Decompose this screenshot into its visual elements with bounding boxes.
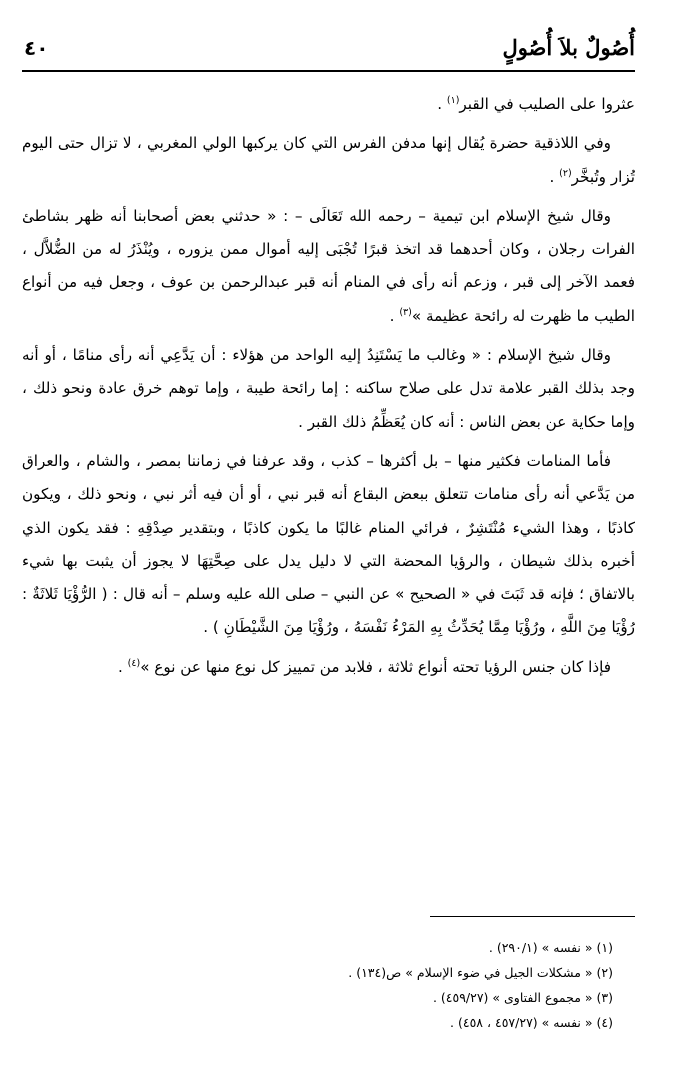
footnote-ref: (١) <box>446 94 460 106</box>
footnote-separator <box>430 916 635 917</box>
header-rule <box>22 70 635 72</box>
body-text <box>22 88 635 898</box>
footnotes <box>22 935 635 1035</box>
footnote: (٢) « مشكلات الجيل في ضوء الإسلام » ص(١٣٤) . <box>348 965 613 980</box>
footnote-ref: (٤) <box>127 657 141 669</box>
paragraph-tail: . <box>549 167 560 186</box>
paragraph-text: وقال شيخ الإسلام : « وغالب ما يَسْتَنِدُ إليه الواحد من هؤلاء : أن يَدَّعِي أنه رأى منامًا ، أو أنه وجد بذلك القبر علامة تدل على صلاح ساكنه : إما رائحة طيبة ، وإما توهم خرق عادة ونحو ذلك ، وإما حكاية عن بعض الناس : أنه كان يُعَظِّمُ ذلك القبر . <box>22 346 635 431</box>
paragraph <box>22 339 635 439</box>
footnote: (٣) « مجموع الفتاوى » (٤٥٩/٢٧) . <box>432 990 613 1005</box>
paragraph <box>22 200 635 333</box>
paragraph <box>22 127 635 194</box>
footnote-ref: (٣) <box>399 306 412 318</box>
page-number: ٤٠ <box>24 36 49 60</box>
paragraph-tail: . <box>389 306 400 325</box>
paragraph-tail: . <box>117 657 128 676</box>
footnote-ref: (٢) <box>559 167 572 179</box>
paragraph-text: وفي اللاذقية حضرة يُقال إنها مدفن الفرس التي كان يركبها الولي المغربي ، لا تزال حتى اليوم تُزار وتُبخَّر <box>22 134 635 186</box>
paragraph <box>22 88 635 121</box>
paragraph <box>22 445 635 645</box>
paragraph-text: فإذا كان جنس الرؤيا تحته أنواع ثلاثة ، فلابد من تمييز كل نوع منها عن نوع » <box>140 657 611 676</box>
paragraph-text: عثروا على الصليب في القبر <box>459 95 635 113</box>
footnote: (٤) « نفسه » (٤٥٧/٢٧ ، ٤٥٨) . <box>450 1015 613 1030</box>
running-title: أُصُولٌ بلاَ أُصُولٍ <box>502 35 635 60</box>
paragraph <box>22 651 635 684</box>
page-header <box>22 34 635 74</box>
footnote: (١) « نفسه » (٢٩٠/١) . <box>488 940 613 955</box>
paragraph-tail: . <box>437 95 447 113</box>
paragraph-text: وقال شيخ الإسلام ابن تيمية – رحمه الله تَعَالَى – : « حدثني بعض أصحابنا أنه ظهر بشاطئ الفرات رجلان ، وكان أحدهما قد اتخذ قبرًا تُجْبَى إليه أموال ممن يزوره ، ويُنْذَرُ له من الضُّلاَّل ، فعمد الآخر إلى قبر ، وزعم أنه رأى في المنام أنه قبر عبدالرحمن بن عوف ، وجعل فيه من أنواع الطيب ما ظهرت له رائحة عظيمة » <box>22 206 635 325</box>
paragraph-text: فأما المنامات فكثير منها – بل أكثرها – كذب ، وقد عرفنا في زماننا بمصر ، والشام ، والعراق من يَدَّعي أنه رأى منامات تتعلق ببعض البقاع أنه قبر نبي ، أو أن فيه أثر نبي ، ونحو ذلك ، ويكون كاذبًا ، وهذا الشيء مُنْتَشِرٌ ، فرائي المنام غالبًا ما يكون كاذبًا ، وبتقدير صِدْقِهِ : فقد يكون الذي أخبره بذلك شيطان ، والرؤيا المحضة التي لا دليل يدل على صِحَّتِهَا لا يجوز أن يثبت بها شيء بالاتفاق ؛ فإنه قد ثَبَتَ في « الصحيح » عن النبي – صلى الله عليه وسلم – أنه قال : ( الرُّؤْيَا ثَلاثَةٌ : رُؤْيَا مِنَ اللَّهِ ، ورُؤْيَا مِمَّا يُحَدِّثُ بِهِ المَرْءُ نَفْسَهُ ، ورُؤْيَا مِنَ الشَّيْطَانِ ) . <box>22 451 635 637</box>
